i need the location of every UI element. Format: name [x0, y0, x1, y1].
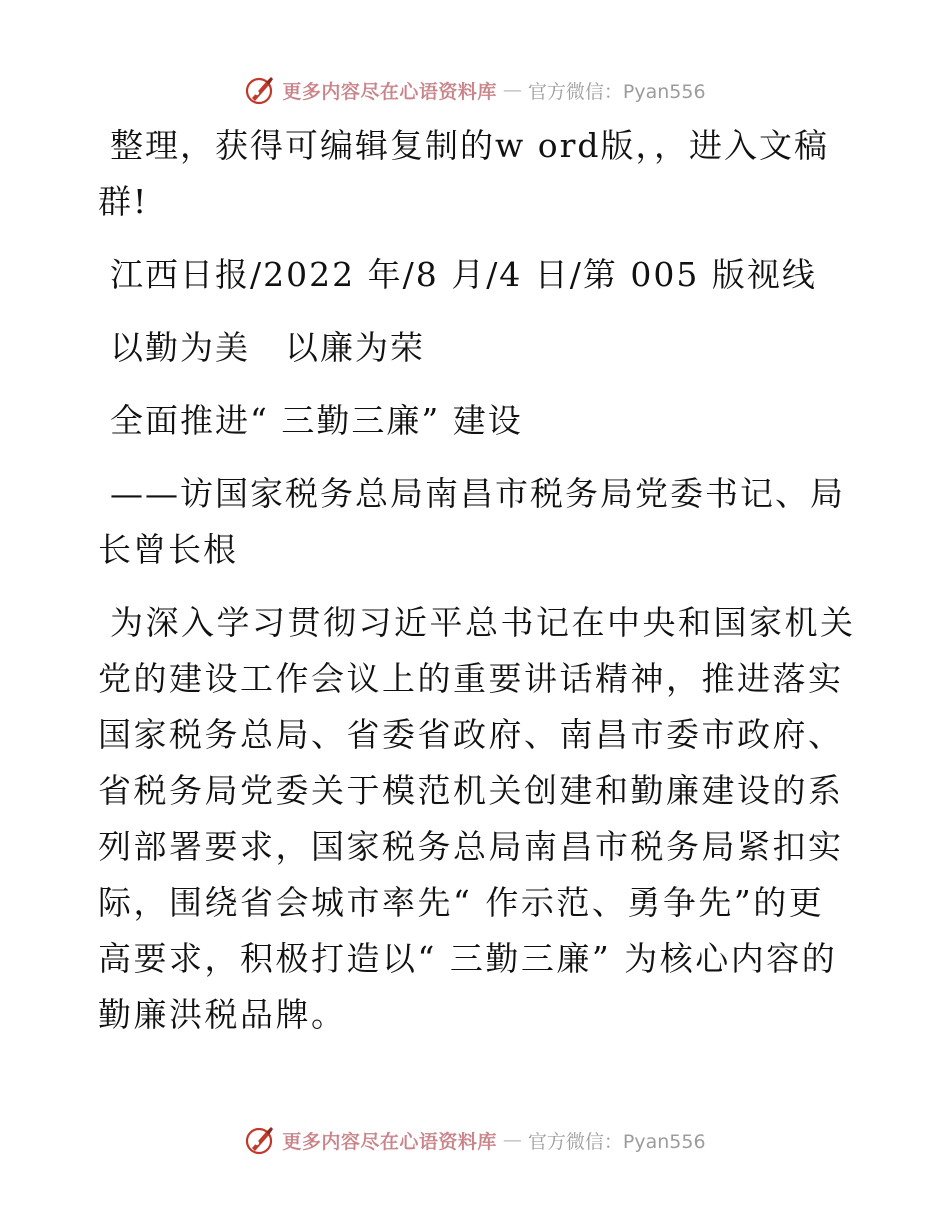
quill-seal-icon — [244, 74, 276, 106]
quill-seal-icon — [244, 1124, 276, 1156]
watermark-site-text: 更多内容尽在心语资料库 — [282, 1130, 497, 1153]
intro-note: 整理，获得可编辑复制的w ord版，，进入文稿群! — [98, 126, 830, 221]
footer-watermark — [0, 1120, 950, 1160]
watermark-separator: — — [502, 1129, 522, 1151]
watermark-site-text: 更多内容尽在心语资料库 — [282, 80, 497, 103]
headline-kicker: 以勤为美 以廉为荣 — [110, 328, 425, 367]
header-watermark — [0, 70, 950, 110]
watermark-separator: — — [502, 79, 522, 101]
document-body — [98, 118, 858, 1060]
source-line: 江西日报/2022 年/8 月/4 日/第 005 版视线 — [110, 255, 817, 294]
body-paragraph: 为深入学习贯彻习近平总书记在中央和国家机关党的建设工作会议上的重要讲话精神，推进落实国家税务总局、省委省政府、南昌市委市政府、省税务局党委关于模范机关创建和勤廉建设的系列部署要求，国家税务总局南昌市税务局紧扣实际，围绕省会城市率先“ 作示范、勇争先”的更高要求，积极打造以“ 三勤三廉” 为核心内容的勤廉洪税品牌。 — [98, 603, 856, 1034]
headline-subtitle: ——访国家税务总局南昌市税务局党委书记、局长曾长根 — [98, 474, 845, 569]
headline-main: 全面推进“ 三勤三廉” 建设 — [110, 401, 523, 440]
watermark-contact: 官方微信：Pyan556 — [527, 1130, 706, 1153]
watermark-contact: 官方微信：Pyan556 — [527, 80, 706, 103]
